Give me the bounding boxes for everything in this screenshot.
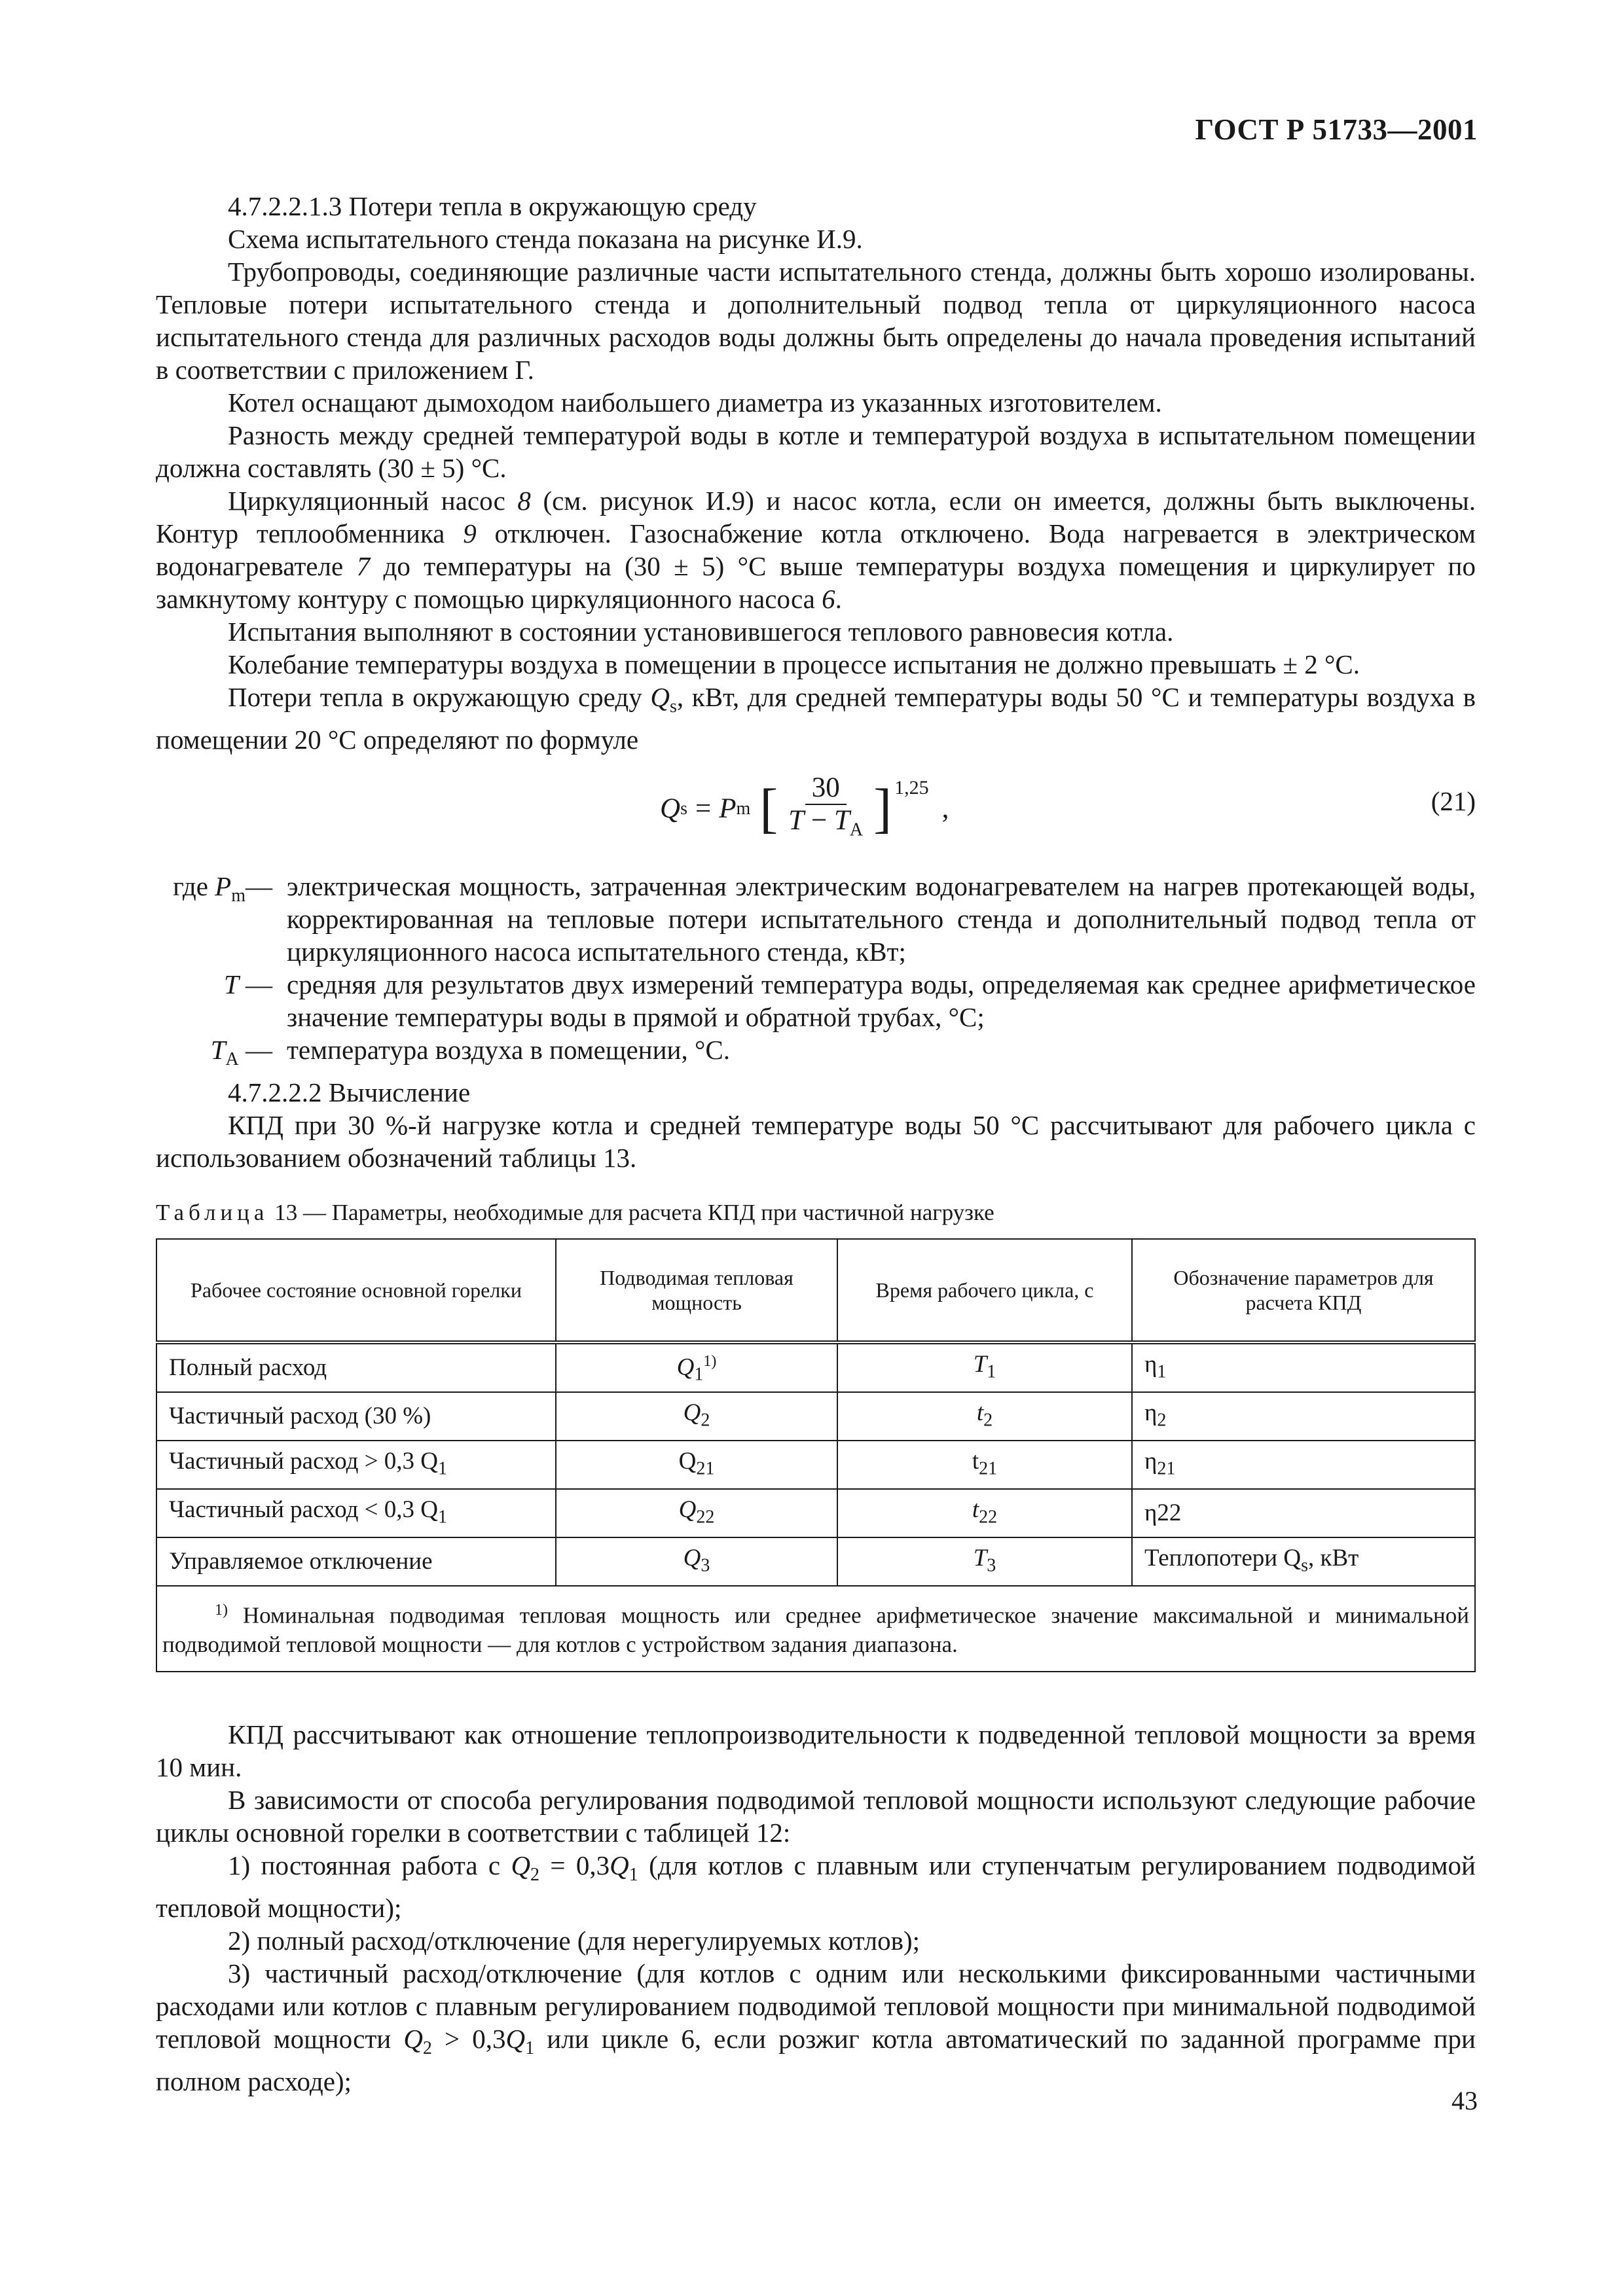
column-header: Подводимая тепловая мощность xyxy=(556,1239,837,1342)
formula-fraction: $\frac{30}{T - T_A}$ xyxy=(788,772,864,840)
after-table-text xyxy=(156,1718,1476,2098)
list-item: 2) полный расход/отключение (для нерегулируемых котлов); xyxy=(228,1926,921,1956)
table-footnote-row xyxy=(156,1586,1475,1672)
paragraph: Трубопроводы, соединяющие различные части испытательного стенда, должны быть хорошо изолированы. Тепловые потери испытательного стенда и дополнительный подвод тепла от циркуляционного насоса испытательного стенда для различных расходов воды должны быть определены до начала проведения испытаний в соответствии с приложением Г. xyxy=(156,257,1476,385)
table-row: Управляемое отключение $Q_3$ $T_3$ Теплопотери $Q_s$, кВт xyxy=(156,1537,1475,1586)
paragraph: Схема испытательного стенда показана на рисунке И.9. xyxy=(228,224,863,254)
paragraph: Колебание температуры воздуха в помещении в процессе испытания не должно превышать ± 2 °C. xyxy=(228,649,1360,679)
table-row: Частичный расход (30 %) $Q_2$ $t_2$ $\eta_2$ xyxy=(156,1392,1475,1441)
parameters-table xyxy=(156,1238,1476,1672)
paragraph: КПД рассчитывают как отношение теплопроизводительности к подведенной тепловой мощности за время 10 мин. xyxy=(156,1719,1476,1783)
paragraph: Циркуляционный насос 8 (см. рисунок И.9) и насос котла, если он имеется, должны быть выключены. Контур теплообменника 9 отключен. Газоснабжение котла отключено. Вода нагревается в электрическом водонагревателе 7 до температуры на (30 ± 5) °C выше температуры воздуха помещения и циркулирует по замкнутому контуру с помощью циркуляционного насоса 6. xyxy=(156,486,1476,614)
formula-number: (21) xyxy=(1431,786,1476,817)
table-row: Частичный расход < 0,3 $Q_1$ $Q_{22}$ $t_{22}$ η22 xyxy=(156,1489,1475,1537)
column-header: Рабочее состояние основной горелки xyxy=(156,1239,556,1342)
formula-expression: Q s = P m [ $\frac{30}{T - T_A}$ ] 1,25 , xyxy=(660,773,949,845)
paragraph: Разность между средней температурой воды в котле и температурой воздуха в испытательном помещении должна составлять (30 ± 5) °C. xyxy=(156,420,1476,483)
section-heading: 4.7.2.2.2 Вычисление xyxy=(228,1077,471,1108)
paragraph: Потери тепла в окружающую среду $Q_s$, кВт, для средней температуры воды 50 °C и температуры воздуха в помещении 20 °C определяют по формуле xyxy=(156,682,1476,755)
list-item: 1) постоянная работа с $Q_2 = 0,3Q_1$ (для котлов с плавным или ступенчатым регулированием подводимой тепловой мощности); xyxy=(156,1850,1476,1924)
table-row: Полный расход $Q_1^{1)}$ $T_1$ $\eta_1$ xyxy=(156,1342,1475,1392)
formula-legend xyxy=(156,870,1476,1076)
table-footnote: $^{1)}$ Номинальная подводимая тепловая мощность или среднее арифметическое значение максимальной и минимальной подводимой тепловой мощности — для котлов с устройством задания диапазона. xyxy=(156,1586,1475,1672)
paragraph: Испытания выполняют в состоянии установившегося теплового равновесия котла. xyxy=(228,617,1174,647)
formula-21 xyxy=(156,765,1476,865)
page-number: 43 xyxy=(1451,2086,1478,2115)
column-header: Время рабочего цикла, с xyxy=(837,1239,1132,1342)
legend-item: $T_A$ — температура воздуха в помещении, °C. xyxy=(210,1035,730,1070)
section-heading: 4.7.2.2.1.3 Потери тепла в окружающую среду xyxy=(228,191,757,221)
paragraph: Котел оснащают дымоходом наибольшего диаметра из указанных изготовителем. xyxy=(228,387,1162,418)
document-header: ГОСТ Р 51733—2001 xyxy=(1195,113,1478,146)
table-row: Частичный расход > 0,3 $Q_1$ $Q_{21}$ $t_{21}$ $\eta_{21}$ xyxy=(156,1441,1475,1489)
column-header: Обозначение параметров для расчета КПД xyxy=(1132,1239,1475,1342)
legend-item: T — средняя для результатов двух измерений температура воды, определяемая как среднее арифметическое значение температуры воды в прямой и обратной трубах, °C; xyxy=(223,969,1476,1033)
legend-item: где $P_m—$ электрическая мощность, затраченная электрическим водонагревателем на нагрев протекающей воды, корректированная на тепловые потери испытательного стенда и дополнительный подвод тепла от циркуляционного насоса испытательного стенда, кВт; xyxy=(173,871,1476,967)
paragraph: КПД при 30 %-й нагрузке котла и средней температуре воды 50 °C рассчитывают для рабочего цикла с использованием обозначений таблицы 13. xyxy=(156,1110,1476,1174)
list-item: 3) частичный расход/отключение (для котлов с одним или несколькими фиксированными частичными расходами или котлов с плавным регулированием подводимой тепловой мощности при минимальной подводимой тепловой мощности $Q_2 > 0,3Q_1$ или цикле 6, если розжиг котла автоматический по заданной программе при полном расходе); xyxy=(156,1958,1476,2097)
paragraph: В зависимости от способа регулирования подводимой тепловой мощности используют следующие рабочие циклы основной горелки в соответствии с таблицей 12: xyxy=(156,1785,1476,1848)
table-caption: Таблица 13 — Параметры, необходимые для расчета КПД при частичной нагрузке xyxy=(156,1200,994,1226)
page-content xyxy=(156,190,1476,2098)
